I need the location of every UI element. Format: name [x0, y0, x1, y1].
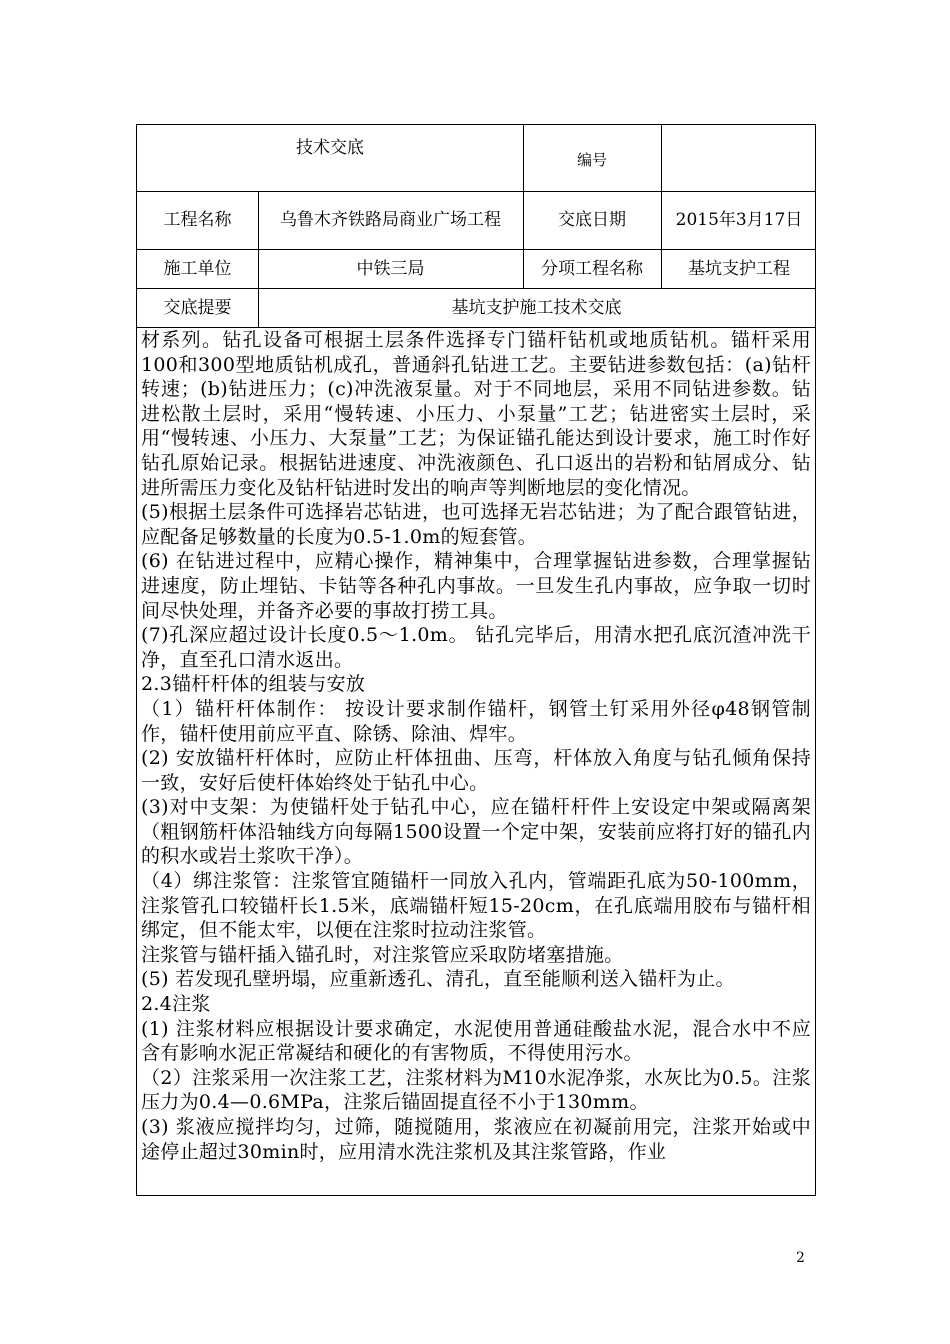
project-value: 乌鲁木齐铁路局商业广场工程 — [280, 210, 501, 230]
section-heading: 2.4注浆 — [141, 993, 211, 1016]
date-label: 交底日期 — [558, 210, 626, 230]
body-paragraph: (3)对中支架：为使锚杆处于钻孔中心，应在锚杆杆件上安设定中架或隔离架（粗钢筋杆体沿轴线方向每隔1500设置一个定中架，安装前应将打好的锚孔内的积水或岩土浆吹干净）。 — [141, 796, 811, 868]
body-paragraph: (5) 若发现孔壁坍塌，应重新透孔、清孔，直至能顺利送入锚杆为止。 — [141, 968, 735, 991]
body-paragraph: (5)根据土层条件可选择岩芯钻进，也可选择无岩芯钻进；为了配合跟管钻进，应配备足够数量的长度为0.5-1.0m的短套管。 — [141, 501, 811, 548]
body-paragraph: （2）注浆采用一次注浆工艺，注浆材料为M10水泥净浆，水灰比为0.5。注浆压力为0.4—0.6MPa，注浆后锚固提直径不小于130mm。 — [141, 1066, 811, 1114]
body-paragraph: （1）锚杆杆体制作： 按设计要求制作锚杆，钢管土钉采用外径φ48钢管制作，锚杆使用前应平直、除锈、除油、焊牢。 — [141, 697, 811, 745]
body-paragraph: （4）绑注浆管：注浆管宜随锚杆一同放入孔内，管端距孔底为50-100mm，注浆管孔口较锚杆长1.5米，底端锚杆短15-20cm，在孔底端用胶布与锚杆相绑定，但不能太牢，以便在注浆时拉动注浆管。 — [141, 870, 811, 942]
disclosure-body — [141, 328, 811, 1164]
number-value — [661, 125, 817, 191]
body-paragraph: (6) 在钻进过程中，应精心操作，精神集中，合理掌握钻进参数，合理掌握钻进速度，防止埋钻、卡钻等各种孔内事故。一旦发生孔内事故，应争取一切时间尽快处理，并备齐必要的事故打捞工具。 — [141, 550, 811, 622]
project-label: 工程名称 — [163, 210, 232, 230]
summary-value: 基坑支护施工技术交底 — [451, 297, 622, 318]
date-value: 2015年3月17日 — [675, 210, 803, 230]
doc-title: 技术交底 — [296, 138, 364, 158]
summary-label: 交底提要 — [163, 297, 232, 318]
body-paragraph: (1) 注浆材料应根据设计要求确定，水泥使用普通硅酸盐水泥，混合水中不应含有影响水泥正常凝结和硬化的有害物质，不得使用污水。 — [141, 1017, 811, 1065]
body-paragraph: (3) 浆液应搅拌均匀，过筛，随搅随用，浆液应在初凝前用完，注浆开始或中途停止超过30min时，应用清水洗注浆机及其注浆管路，作业 — [141, 1116, 811, 1163]
subitem-label: 分项工程名称 — [541, 258, 643, 279]
page-number: 2 — [796, 1250, 805, 1266]
subitem-value: 基坑支护工程 — [688, 258, 790, 279]
body-paragraph: (7)孔深应超过设计长度0.5～1.0m。 钻孔完毕后，用清水把孔底沉渣冲洗干净，直至孔口清水返出。 — [141, 624, 811, 671]
body-paragraph: 材系列。钻孔设备可根据土层条件选择专门锚杆钻机或地质钻机。锚杆采用100和300型地质钻机成孔，普通斜孔钻进工艺。主要钻进参数包括：(a)钻杆转速；(b)钻进压力；(c)冲洗液泵量。对于不同地层，采用不同钻进参数。钻进松散土层时，采用“慢转速、小压力、小泵量”工艺；钻进密实土层时，采用“慢转速、小压力、大泵量”工艺；为保证锚孔能达到设计要求，施工时作好钻孔原始记录。根据钻进速度、冲洗液颜色、孔口返出的岩粉和钻屑成分、钻进所需压力变化及钻杆钻进时发出的响声等判断地层的变化情况。 — [141, 329, 811, 499]
unit-label: 施工单位 — [163, 258, 232, 279]
disclosure-table — [136, 124, 816, 1196]
section-heading: 2.3锚杆杆体的组装与安放 — [141, 673, 366, 696]
body-paragraph: (2) 安放锚杆杆体时，应防止杆体扭曲、压弯，杆体放入角度与钻孔倾角保持一致，安好后使杆体始终处于钻孔中心。 — [141, 747, 811, 794]
number-label: 编号 — [576, 151, 607, 169]
unit-value: 中铁三局 — [356, 258, 425, 279]
body-paragraph: 注浆管与锚杆插入锚孔时，对注浆管应采取防堵塞措施。 — [141, 943, 624, 966]
